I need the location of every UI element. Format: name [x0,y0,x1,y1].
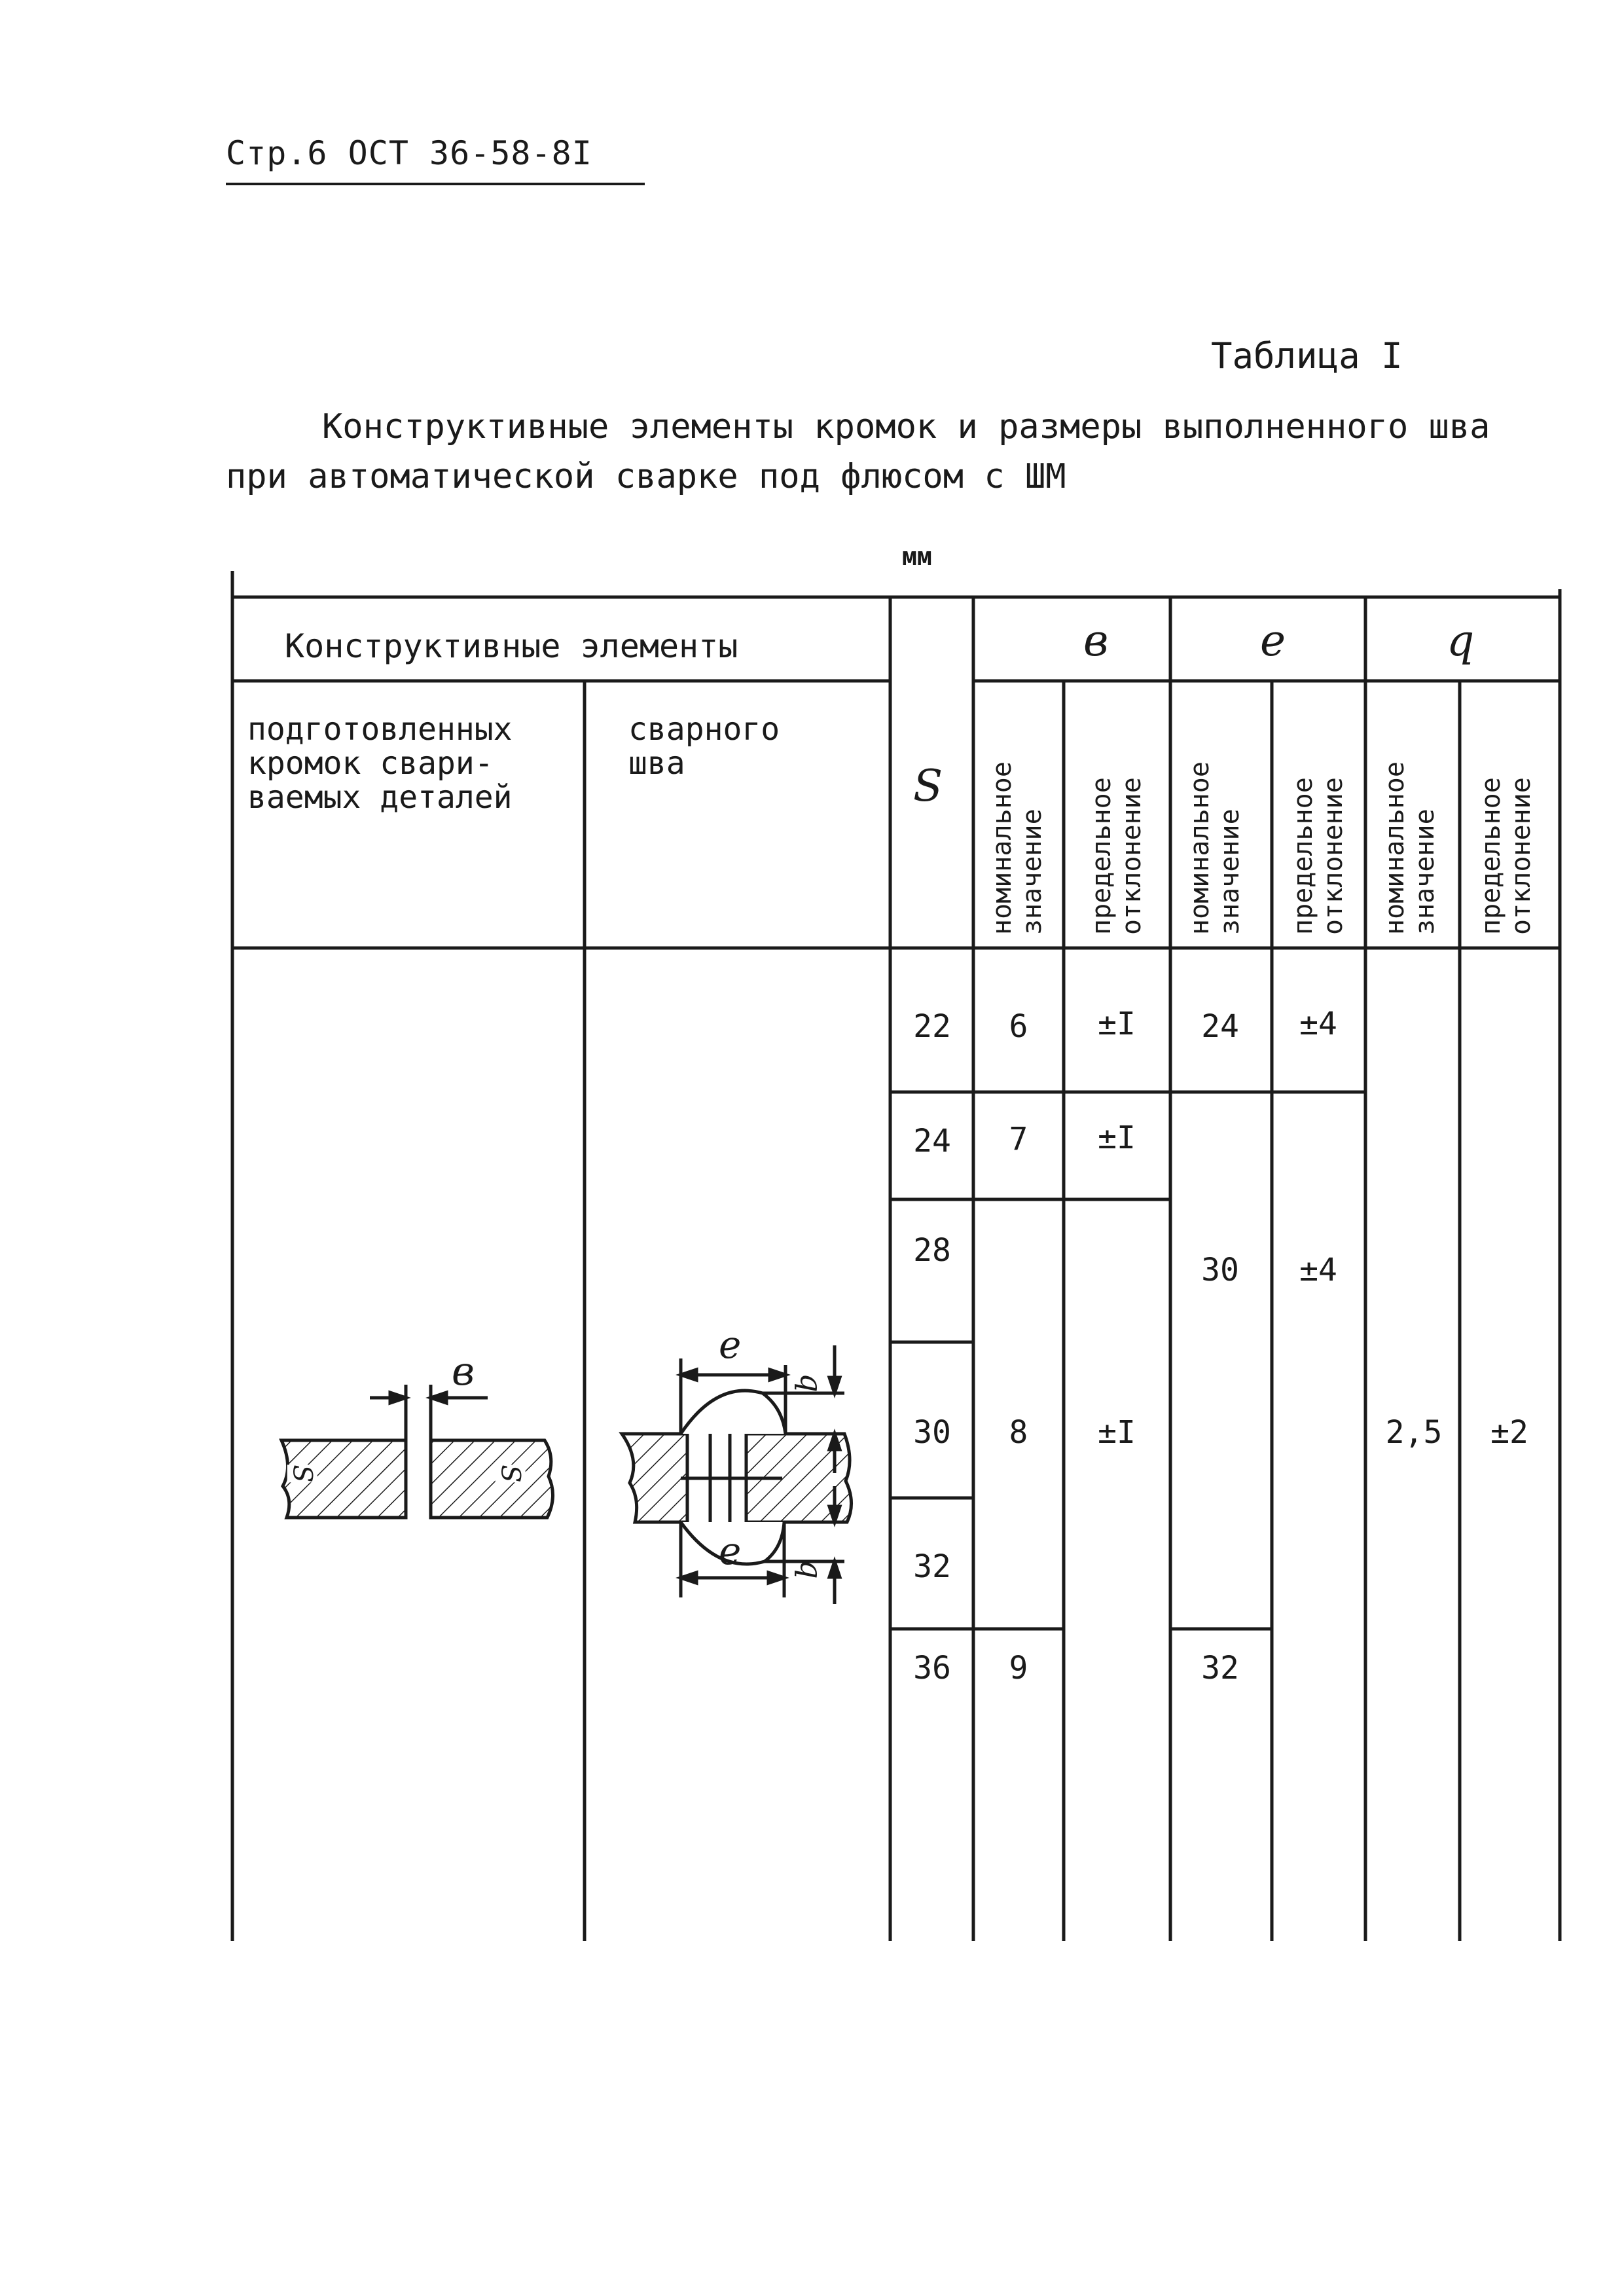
s-value: 28 [913,1232,951,1269]
header-e-nominal: номинальное значение [1185,761,1245,935]
header-weld: сварного шва [628,711,780,782]
header-b: в [1083,615,1109,666]
b-nominal-value: 9 [1009,1650,1028,1686]
reinforcement-label-bottom: q [793,1559,829,1579]
b-tolerance-value: ±I [1098,1120,1136,1156]
e-tolerance-value: ±4 [1299,1252,1337,1288]
units-label: мм [902,542,932,571]
s-value: 30 [913,1414,951,1451]
q-tolerance-value: ±2 [1490,1414,1528,1451]
thickness-label-right: S [495,1465,526,1483]
e-nominal-value: 32 [1201,1650,1239,1686]
header-q-tolerance: предельное отклонение [1476,777,1536,935]
weld-width-label-bottom: е [719,1529,742,1573]
b-tolerance-value: ±I [1098,1414,1136,1451]
header-b-nominal: номинальное значение [987,761,1047,935]
table-label: Таблица I [1211,335,1403,376]
weld-width-label-top: е [719,1322,742,1367]
thickness-label-left: S [287,1465,317,1483]
e-nominal-value: 30 [1201,1252,1239,1288]
header-q: q [1447,615,1475,666]
page-header: Стр.6 ОСТ 36-58-8I [226,134,592,172]
s-value: 32 [913,1548,951,1585]
header-e: е [1260,615,1286,666]
q-nominal-value: 2,5 [1385,1414,1443,1451]
header-structural-elements: Конструктивные элементы [285,627,738,665]
header-b-tolerance: предельное отклонение [1087,777,1147,935]
b-nominal-value: 6 [1009,1008,1028,1045]
header-prepared-edges: подготовленных кромок свари- ваемых деталей [247,711,513,816]
header-q-nominal: номинальное значение [1380,761,1440,935]
gap-label: в [452,1349,475,1394]
reinforcement-label-top: q [793,1373,829,1393]
b-nominal-value: 7 [1009,1121,1028,1157]
s-value: 36 [913,1650,951,1686]
b-tolerance-value: ±I [1098,1006,1136,1042]
e-nominal-value: 24 [1201,1008,1239,1045]
e-tolerance-value: ±4 [1299,1006,1337,1042]
b-nominal-value: 8 [1009,1414,1028,1451]
s-value: 22 [913,1008,951,1045]
header-s: S [913,761,943,811]
table-caption-line1: Конструктивные элементы кромок и размеры выполненного шва [322,407,1490,446]
table-caption-line2: при автоматической сварке под флюсом с ШМ [226,457,1066,496]
s-value: 24 [913,1123,951,1159]
header-e-tolerance: предельное отклонение [1288,777,1348,935]
